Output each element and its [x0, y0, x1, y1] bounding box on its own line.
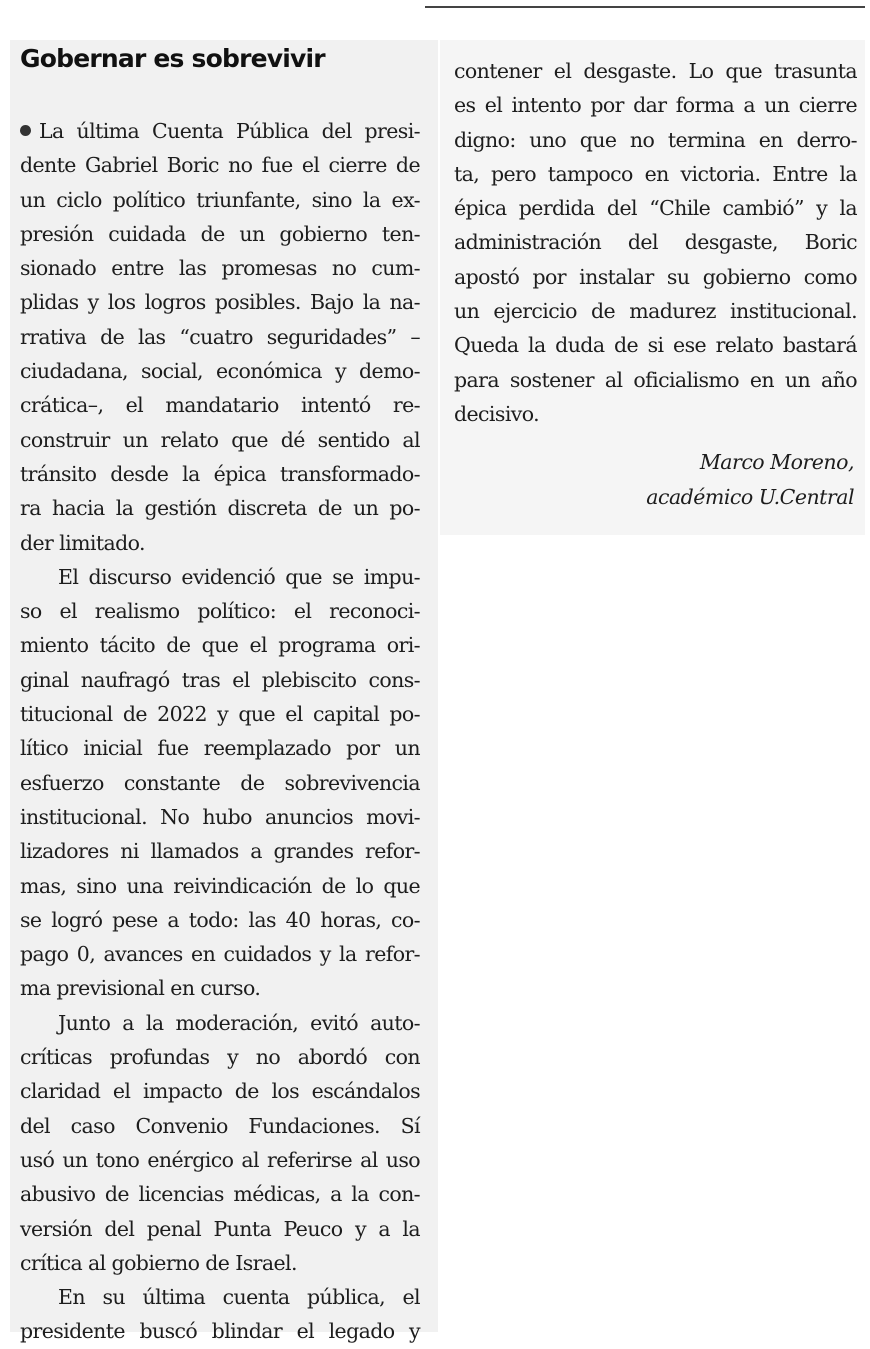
text-line: ma previsional en curso. [20, 976, 261, 1001]
text-line: presión cuidada de un gobierno ten- [20, 221, 420, 246]
text-line: ginal naufragó tras el plebiscito cons- [20, 667, 420, 692]
author-role: académico U.Central [646, 484, 854, 509]
left-column [20, 114, 420, 1349]
text-line: ciudadana, social, económica y demo- [20, 359, 420, 384]
text-line: se logró pese a todo: las 40 horas, co- [20, 907, 420, 932]
text-line: El discurso evidenció que se impu- [58, 564, 420, 589]
text-line: dente Gabriel Boric no fue el cierre de [20, 153, 420, 178]
text-line: críticas profundas y no abordó con [20, 1045, 420, 1070]
text-line: tránsito desde la épica transformado- [20, 461, 420, 486]
text-line: En su última cuenta pública, el [58, 1285, 420, 1310]
text-line: usó un tono enérgico al referirse al uso [20, 1147, 420, 1172]
text-line: esfuerzo constante de sobrevivencia [20, 770, 420, 795]
text-line: un ejercicio de madurez institucional. [454, 299, 857, 324]
text-line: La última Cuenta Pública del presi- [20, 114, 420, 148]
author-name: Marco Moreno, [699, 450, 854, 474]
text-line: der limitado. [20, 530, 145, 555]
text-line: lizadores ni llamados a grandes refor- [20, 839, 420, 864]
text-line: épica perdida del “Chile cambió” y la [454, 196, 857, 221]
text-line: rrativa de las “cuatro seguridades” – [20, 324, 420, 349]
text-line: es el intento por dar forma a un cierre [454, 93, 857, 118]
text-line: institucional. No hubo anuncios movi- [20, 804, 420, 829]
text-line: titucional de 2022 y que el capital po- [20, 702, 420, 727]
text-line: del caso Convenio Fundaciones. Sí [20, 1113, 420, 1138]
text-line: claridad el impacto de los escándalos [20, 1079, 420, 1104]
text-line: lítico inicial fue reemplazado por un [20, 736, 420, 761]
top-rule [425, 6, 865, 8]
text-line: Junto a la moderación, evitó auto- [58, 1010, 420, 1035]
text-line: versión del penal Punta Peuco y a la [20, 1216, 420, 1241]
text-line: presidente buscó blindar el legado y [20, 1319, 420, 1344]
text-line: abusivo de licencias médicas, a la con- [20, 1182, 420, 1207]
author-signature [646, 445, 854, 514]
text-line: contener el desgaste. Lo que trasunta [454, 59, 857, 83]
text-line: ta, pero tampoco en victoria. Entre la [454, 161, 857, 186]
text-line: miento tácito de que el programa ori- [20, 633, 420, 658]
text-line: so el realismo político: el reconoci- [20, 599, 420, 624]
text-line: crática–, el mandatario intentó re- [20, 393, 420, 418]
text-line: ra hacia la gestión discreta de un po- [20, 496, 420, 521]
text-line: pago 0, avances en cuidados y la refor- [20, 942, 420, 967]
article-headline: Gobernar es sobrevivir [20, 44, 325, 73]
text-line: crítica al gobierno de Israel. [20, 1250, 297, 1275]
text-line: un ciclo político triunfante, sino la ex- [20, 187, 420, 212]
text-line: plidas y los logros posibles. Bajo la na- [20, 290, 420, 315]
right-column [454, 54, 857, 431]
text-line: para sostener al oficialismo en un año [454, 367, 857, 392]
text-line: decisivo. [454, 401, 540, 426]
text-line: administración del desgaste, Boric [454, 230, 857, 255]
text-line: Queda la duda de si ese relato bastará [454, 333, 857, 358]
text-line: digno: uno que no termina en derro- [454, 127, 857, 152]
bullet-icon [20, 125, 31, 136]
text-line: mas, sino una reivindicación de lo que [20, 873, 420, 898]
text-line: apostó por instalar su gobierno como [454, 264, 857, 289]
text-line: construir un relato que dé sentido al [20, 427, 420, 452]
text-line: sionado entre las promesas no cum- [20, 256, 420, 281]
